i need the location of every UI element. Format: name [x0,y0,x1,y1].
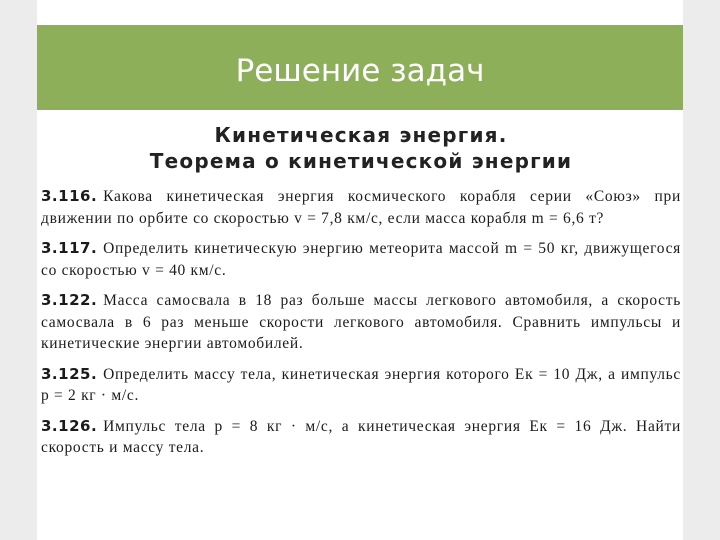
problem-text: Какова кинетическая энергия космического корабля серии «Союз» при движении по орбите со скоростью v = 7,8 км/с, если масса корабля m = 6,6 т? [41,188,681,227]
problem-item [41,186,681,229]
problem-number: 3.116. [41,187,98,205]
problem-list [41,186,681,459]
problem-item [41,290,681,355]
problem-number: 3.125. [41,364,98,383]
slide [37,0,683,540]
problem-text: Определить массу тела, кинетическая энергия которого Eк = 10 Дж, а импульс p = 2 кг · м/с. [41,365,681,404]
section-heading [41,122,681,174]
problem-item [41,238,681,281]
title-bar [37,25,683,110]
problem-item [41,416,681,459]
right-margin-band [683,0,720,540]
problem-number: 3.126. [41,416,98,435]
problem-number: 3.117. [41,239,98,257]
problem-number: 3.122. [41,291,98,309]
scanned-textbook-page [41,118,681,513]
problem-text: Определить кинетическую энергию метеорита массой m = 50 кг, движущегося со скоростью v = 40 км/с. [41,240,681,279]
left-margin-band [0,0,37,540]
slide-title: Решение задач [235,53,485,89]
problem-text: Масса самосвала в 18 раз больше массы легкового автомобиля, а скорость самосвала в 6 раз меньше скорости легкового автомобиля. Сравнить импульсы и кинетические энергии автомобилей. [41,292,681,352]
problem-text: Импульс тела p = 8 кг · м/с, а кинетическая энергия Eк = 16 Дж. Найти скорость и массу тела. [41,417,681,456]
section-heading-line-2: Теорема о кинетической энергии [149,149,573,173]
problem-item [41,364,681,407]
section-heading-line-1: Кинетическая энергия. [214,123,508,147]
